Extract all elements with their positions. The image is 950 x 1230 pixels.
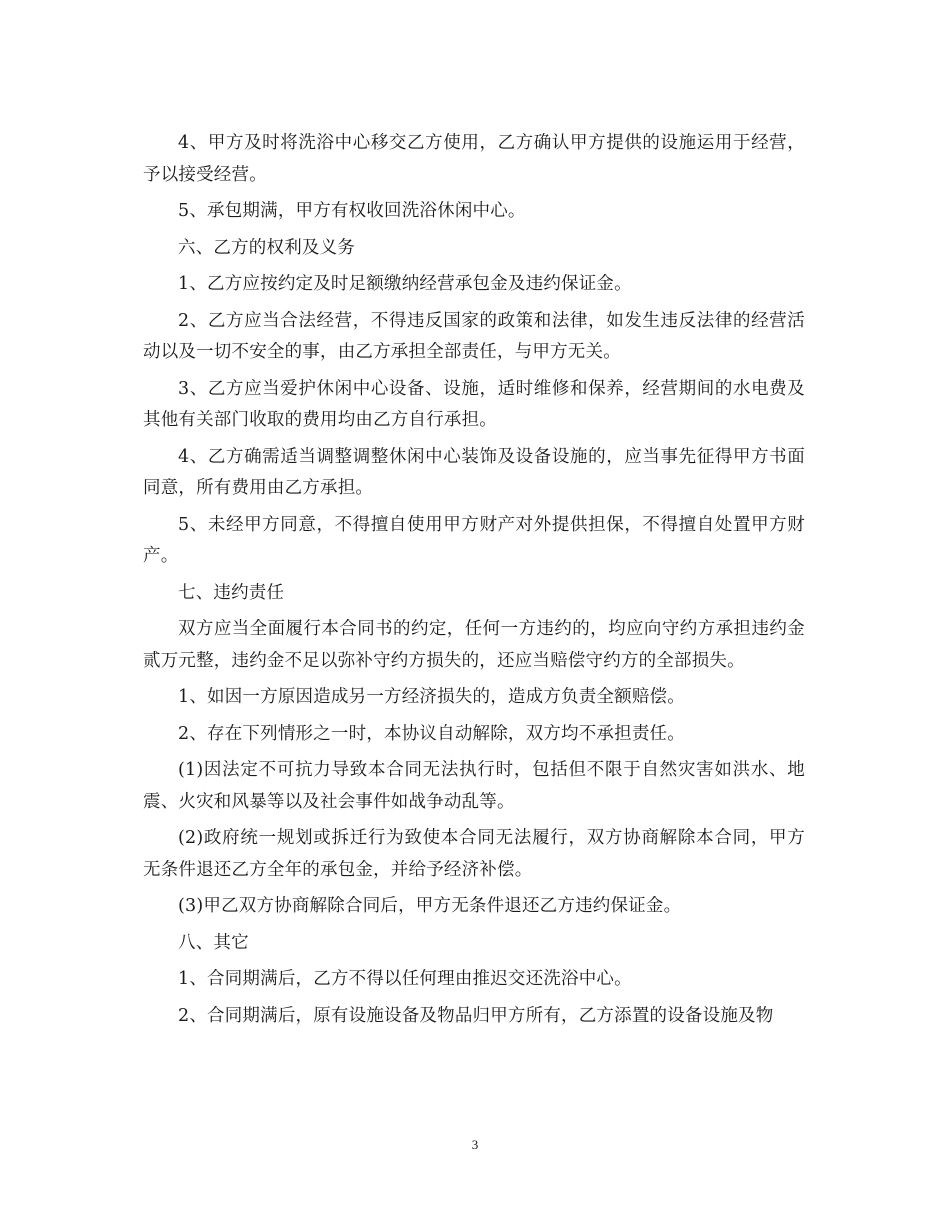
paragraph-14: 1、合同期满后，乙方不得以任何理由推迟交还洗浴中心。	[178, 969, 632, 989]
paragraph-12: (2)政府统一规划或拆迁行为致使本合同无法履行，双方协商解除本合同，甲方无条件退还乙方全年的承包金，并给予经济补偿。	[143, 828, 805, 880]
paragraph-4: 2、乙方应当合法经营，不得违反国家的政策和法律，如发生违反法律的经营活动以及一切不安全的事，由乙方承担全部责任，与甲方无关。	[143, 310, 805, 362]
paragraph-15: 2、合同期满后，原有设施设备及物品归甲方所有，乙方添置的设备设施及物	[178, 1005, 774, 1026]
section-heading-6: 六、乙方的权利及义务	[178, 237, 355, 258]
section-heading-7: 七、违约责任	[178, 582, 285, 603]
paragraph-5: 3、乙方应当爱护休闲中心设备、设施，适时维修和保养，经营期间的水电费及其他有关部门收取的费用均由乙方自行承担。	[143, 378, 805, 430]
paragraph-8: 双方应当全面履行本合同书的约定，任何一方违约的，均应向守约方承担违约金贰万元整，违约金不足以弥补守约方损失的，还应当赔偿守约方的全部损失。	[143, 619, 805, 671]
paragraph-2: 5、承包期满，甲方有权收回洗浴休闲中心。	[178, 201, 526, 221]
section-heading-8: 八、其它	[178, 932, 249, 953]
paragraph-13: (3)甲乙双方协商解除合同后，甲方无条件退还乙方违约保证金。	[178, 896, 682, 916]
paragraph-10: 2、存在下列情形之一时，本协议自动解除，双方均不承担责任。	[178, 723, 685, 744]
paragraph-9: 1、如因一方原因造成另一方经济损失的，造成方负责全额赔偿。	[178, 687, 685, 707]
paragraph-1: 4、甲方及时将洗浴中心移交乙方使用，乙方确认甲方提供的设施运用于经营，予以接受经营。	[143, 133, 805, 185]
paragraph-11: (1)因法定不可抗力导致本合同无法执行时，包括但不限于自然灾害如洪水、地震、火灾和风暴等以及社会事件如战争动乱等。	[143, 760, 805, 812]
paragraph-7: 5、未经甲方同意，不得擅自使用甲方财产对外提供担保，不得擅自处置甲方财产。	[143, 514, 805, 566]
document-body	[143, 128, 805, 1037]
paragraph-3: 1、乙方应按约定及时足额缴纳经营承包金及违约保证金。	[178, 274, 632, 294]
paragraph-6: 4、乙方确需适当调整调整休闲中心装饰及设备设施的，应当事先征得甲方书面同意，所有费用由乙方承担。	[143, 446, 805, 498]
page-number: 3	[471, 1137, 479, 1152]
